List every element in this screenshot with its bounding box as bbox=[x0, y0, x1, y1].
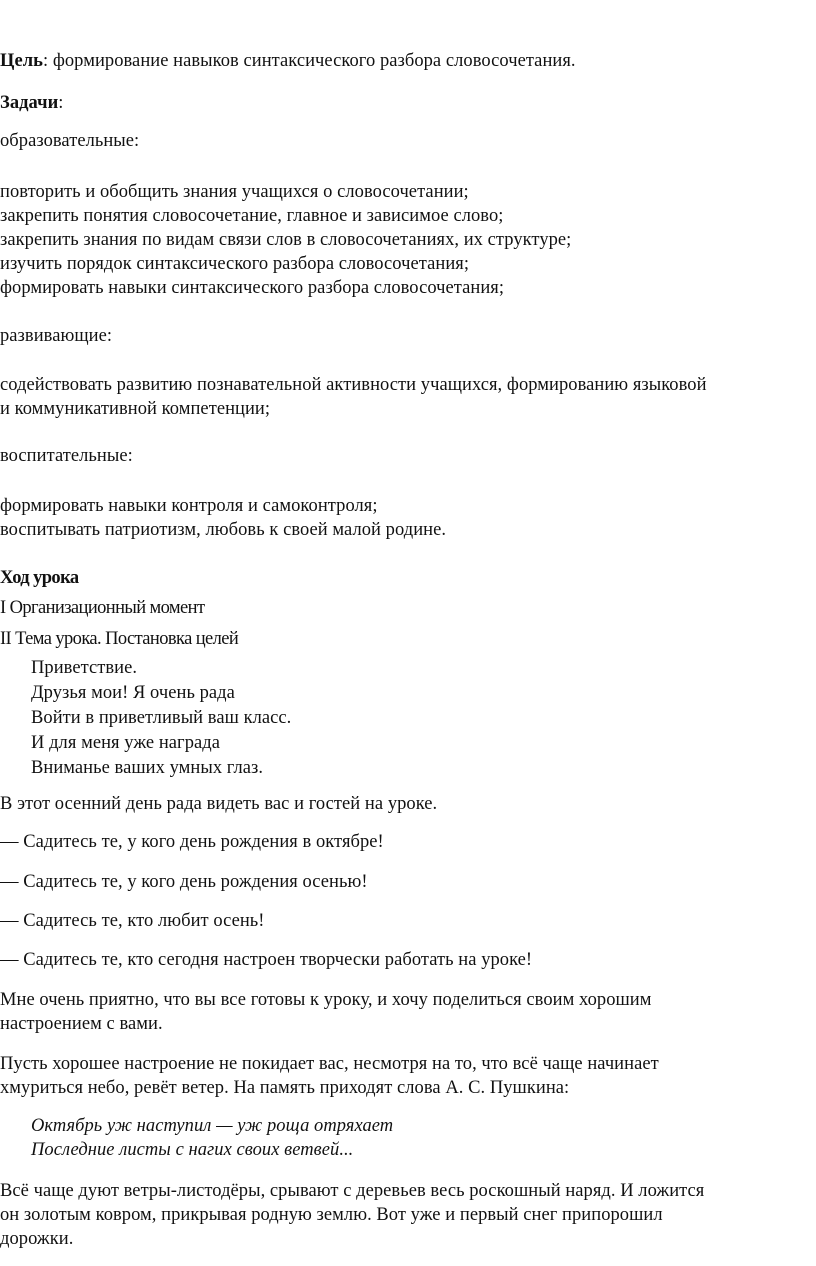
poem-line: Войти в приветливый ваш класс. bbox=[31, 708, 292, 728]
upbringing-heading: воспитательные: bbox=[0, 446, 133, 466]
tasks-line bbox=[0, 91, 63, 115]
lesson-stage-1: I Организационный момент bbox=[0, 598, 205, 618]
lesson-stage-2: II Тема урока. Постановка целей bbox=[0, 629, 239, 649]
paragraph-2-line: хмуриться небо, ревёт ветер. На память приходят слова А. С. Пушкина: bbox=[0, 1078, 570, 1098]
upbringing-item: воспитывать патриотизм, любовь к своей малой родине. bbox=[0, 520, 447, 540]
poem-line: Приветствие. bbox=[31, 658, 138, 678]
quote-line: Октябрь уж наступил — уж роща отряхает bbox=[31, 1116, 394, 1136]
goal-line bbox=[0, 49, 576, 73]
poem-line: Вниманье ваших умных глаз. bbox=[31, 758, 264, 778]
quote-line: Последние листы с нагих своих ветвей... bbox=[31, 1140, 354, 1160]
educational-heading: образовательные: bbox=[0, 131, 140, 151]
sit-line: — Садитесь те, кто любит осень! bbox=[0, 911, 265, 931]
poem-line: И для меня уже награда bbox=[31, 733, 220, 753]
greeting-paragraph: В этот осенний день рада видеть вас и гостей на уроке. bbox=[0, 794, 438, 814]
lesson-heading: Ход урока bbox=[0, 568, 79, 588]
sit-line: — Садитесь те, кто сегодня настроен творчески работать на уроке! bbox=[0, 950, 533, 970]
sit-line: — Садитесь те, у кого день рождения осенью! bbox=[0, 872, 368, 892]
paragraph-1-line: настроением с вами. bbox=[0, 1014, 163, 1034]
educational-item: изучить порядок синтаксического разбора словосочетания; bbox=[0, 254, 470, 274]
educational-item: повторить и обобщить знания учащихся о словосочетании; bbox=[0, 182, 469, 202]
educational-item: формировать навыки синтаксического разбора словосочетания; bbox=[0, 278, 505, 298]
paragraph-3-line: Всё чаще дуют ветры-листодёры, срывают с деревьев весь роскошный наряд. И ложится bbox=[0, 1181, 705, 1201]
paragraph-3-line: дорожки. bbox=[0, 1229, 74, 1249]
tasks-separator: : bbox=[58, 93, 64, 113]
tasks-label: Задачи bbox=[0, 93, 59, 113]
goal-text: формирование навыков синтаксического разбора словосочетания. bbox=[48, 51, 576, 71]
paragraph-3-line: он золотым ковром, прикрывая родную землю. Вот уже и первый снег припорошил bbox=[0, 1205, 663, 1225]
paragraph-2-line: Пусть хорошее настроение не покидает вас, несмотря на то, что всё чаще начинает bbox=[0, 1054, 659, 1074]
upbringing-item: формировать навыки контроля и самоконтроля; bbox=[0, 496, 378, 516]
sit-line: — Садитесь те, у кого день рождения в октябре! bbox=[0, 832, 384, 852]
educational-item: закрепить знания по видам связи слов в словосочетаниях, их структуре; bbox=[0, 230, 572, 250]
developing-heading: развивающие: bbox=[0, 326, 113, 346]
goal-label: Цель bbox=[0, 51, 43, 71]
educational-item: закрепить понятия словосочетание, главное и зависимое слово; bbox=[0, 206, 504, 226]
goal-separator: : bbox=[42, 51, 49, 71]
developing-item: и коммуникативной компетенции; bbox=[0, 399, 271, 419]
poem-line: Друзья мои! Я очень рада bbox=[31, 683, 235, 703]
developing-item: содействовать развитию познавательной активности учащихся, формированию языковой bbox=[0, 375, 707, 395]
paragraph-1-line: Мне очень приятно, что вы все готовы к уроку, и хочу поделиться своим хорошим bbox=[0, 990, 652, 1010]
